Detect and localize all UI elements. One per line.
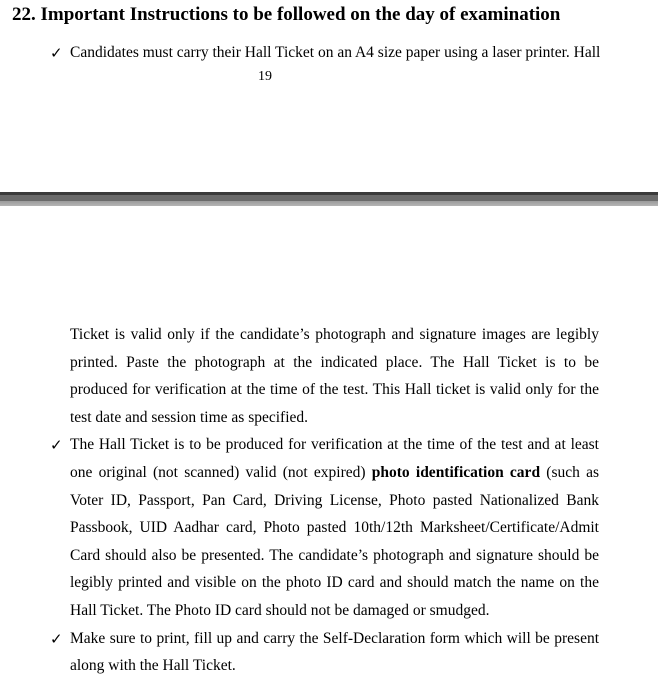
bullet-2-line: Hall Ticket. The Photo ID card should not be damaged or smudged. bbox=[70, 602, 490, 619]
photo-id-emphasis: photo identification card bbox=[371, 464, 541, 481]
bullet-1-line: test date and session time as specified. bbox=[70, 409, 309, 426]
bullet-2-line: Card should also be presented. The candidate’s photograph and signature should be bbox=[70, 547, 599, 564]
checkmark-icon: ✓ bbox=[50, 632, 63, 648]
page-bottom bbox=[0, 206, 658, 676]
bullet-2-line: legibly printed and visible on the photo ID card and should match the name on the bbox=[70, 574, 599, 591]
checkmark-icon: ✓ bbox=[50, 438, 63, 454]
bullet-2-text: (such as bbox=[540, 464, 599, 481]
bullet-2-line-with-bold bbox=[70, 464, 599, 482]
bullet-2-line: Voter ID, Passport, Pan Card, Driving License, Photo pasted Nationalized Bank bbox=[70, 492, 599, 509]
bullet-3-line: along with the Hall Ticket. bbox=[70, 657, 236, 674]
bullet-1-first-line: Candidates must carry their Hall Ticket on an A4 size paper using a laser printer. Hall bbox=[70, 44, 601, 61]
bullet-2-line: Passbook, UID Aadhar card, Photo pasted 10th/12th Marksheet/Certificate/Admit bbox=[70, 519, 599, 536]
bullet-1-line: produced for verification at the time of the test. This Hall ticket is valid only for the bbox=[70, 381, 599, 398]
bullet-3-line: Make sure to print, fill up and carry the Self-Declaration form which will be present bbox=[70, 630, 599, 647]
bullet-2-line: The Hall Ticket is to be produced for verification at the time of the test and at least bbox=[70, 436, 599, 453]
checkmark-icon: ✓ bbox=[50, 46, 63, 62]
page-top bbox=[0, 0, 658, 192]
page-number: 19 bbox=[258, 69, 272, 84]
bullet-1-line: printed. Paste the photograph at the indicated place. The Hall Ticket is to be bbox=[70, 354, 599, 371]
bullet-1-line: Ticket is valid only if the candidate’s photograph and signature images are legibly bbox=[70, 326, 599, 343]
page-break-separator bbox=[0, 192, 658, 206]
bullet-2-text: one original (not scanned) valid (not expired) bbox=[70, 464, 372, 481]
section-heading: 22. Important Instructions to be followed on the day of examination bbox=[12, 4, 561, 25]
